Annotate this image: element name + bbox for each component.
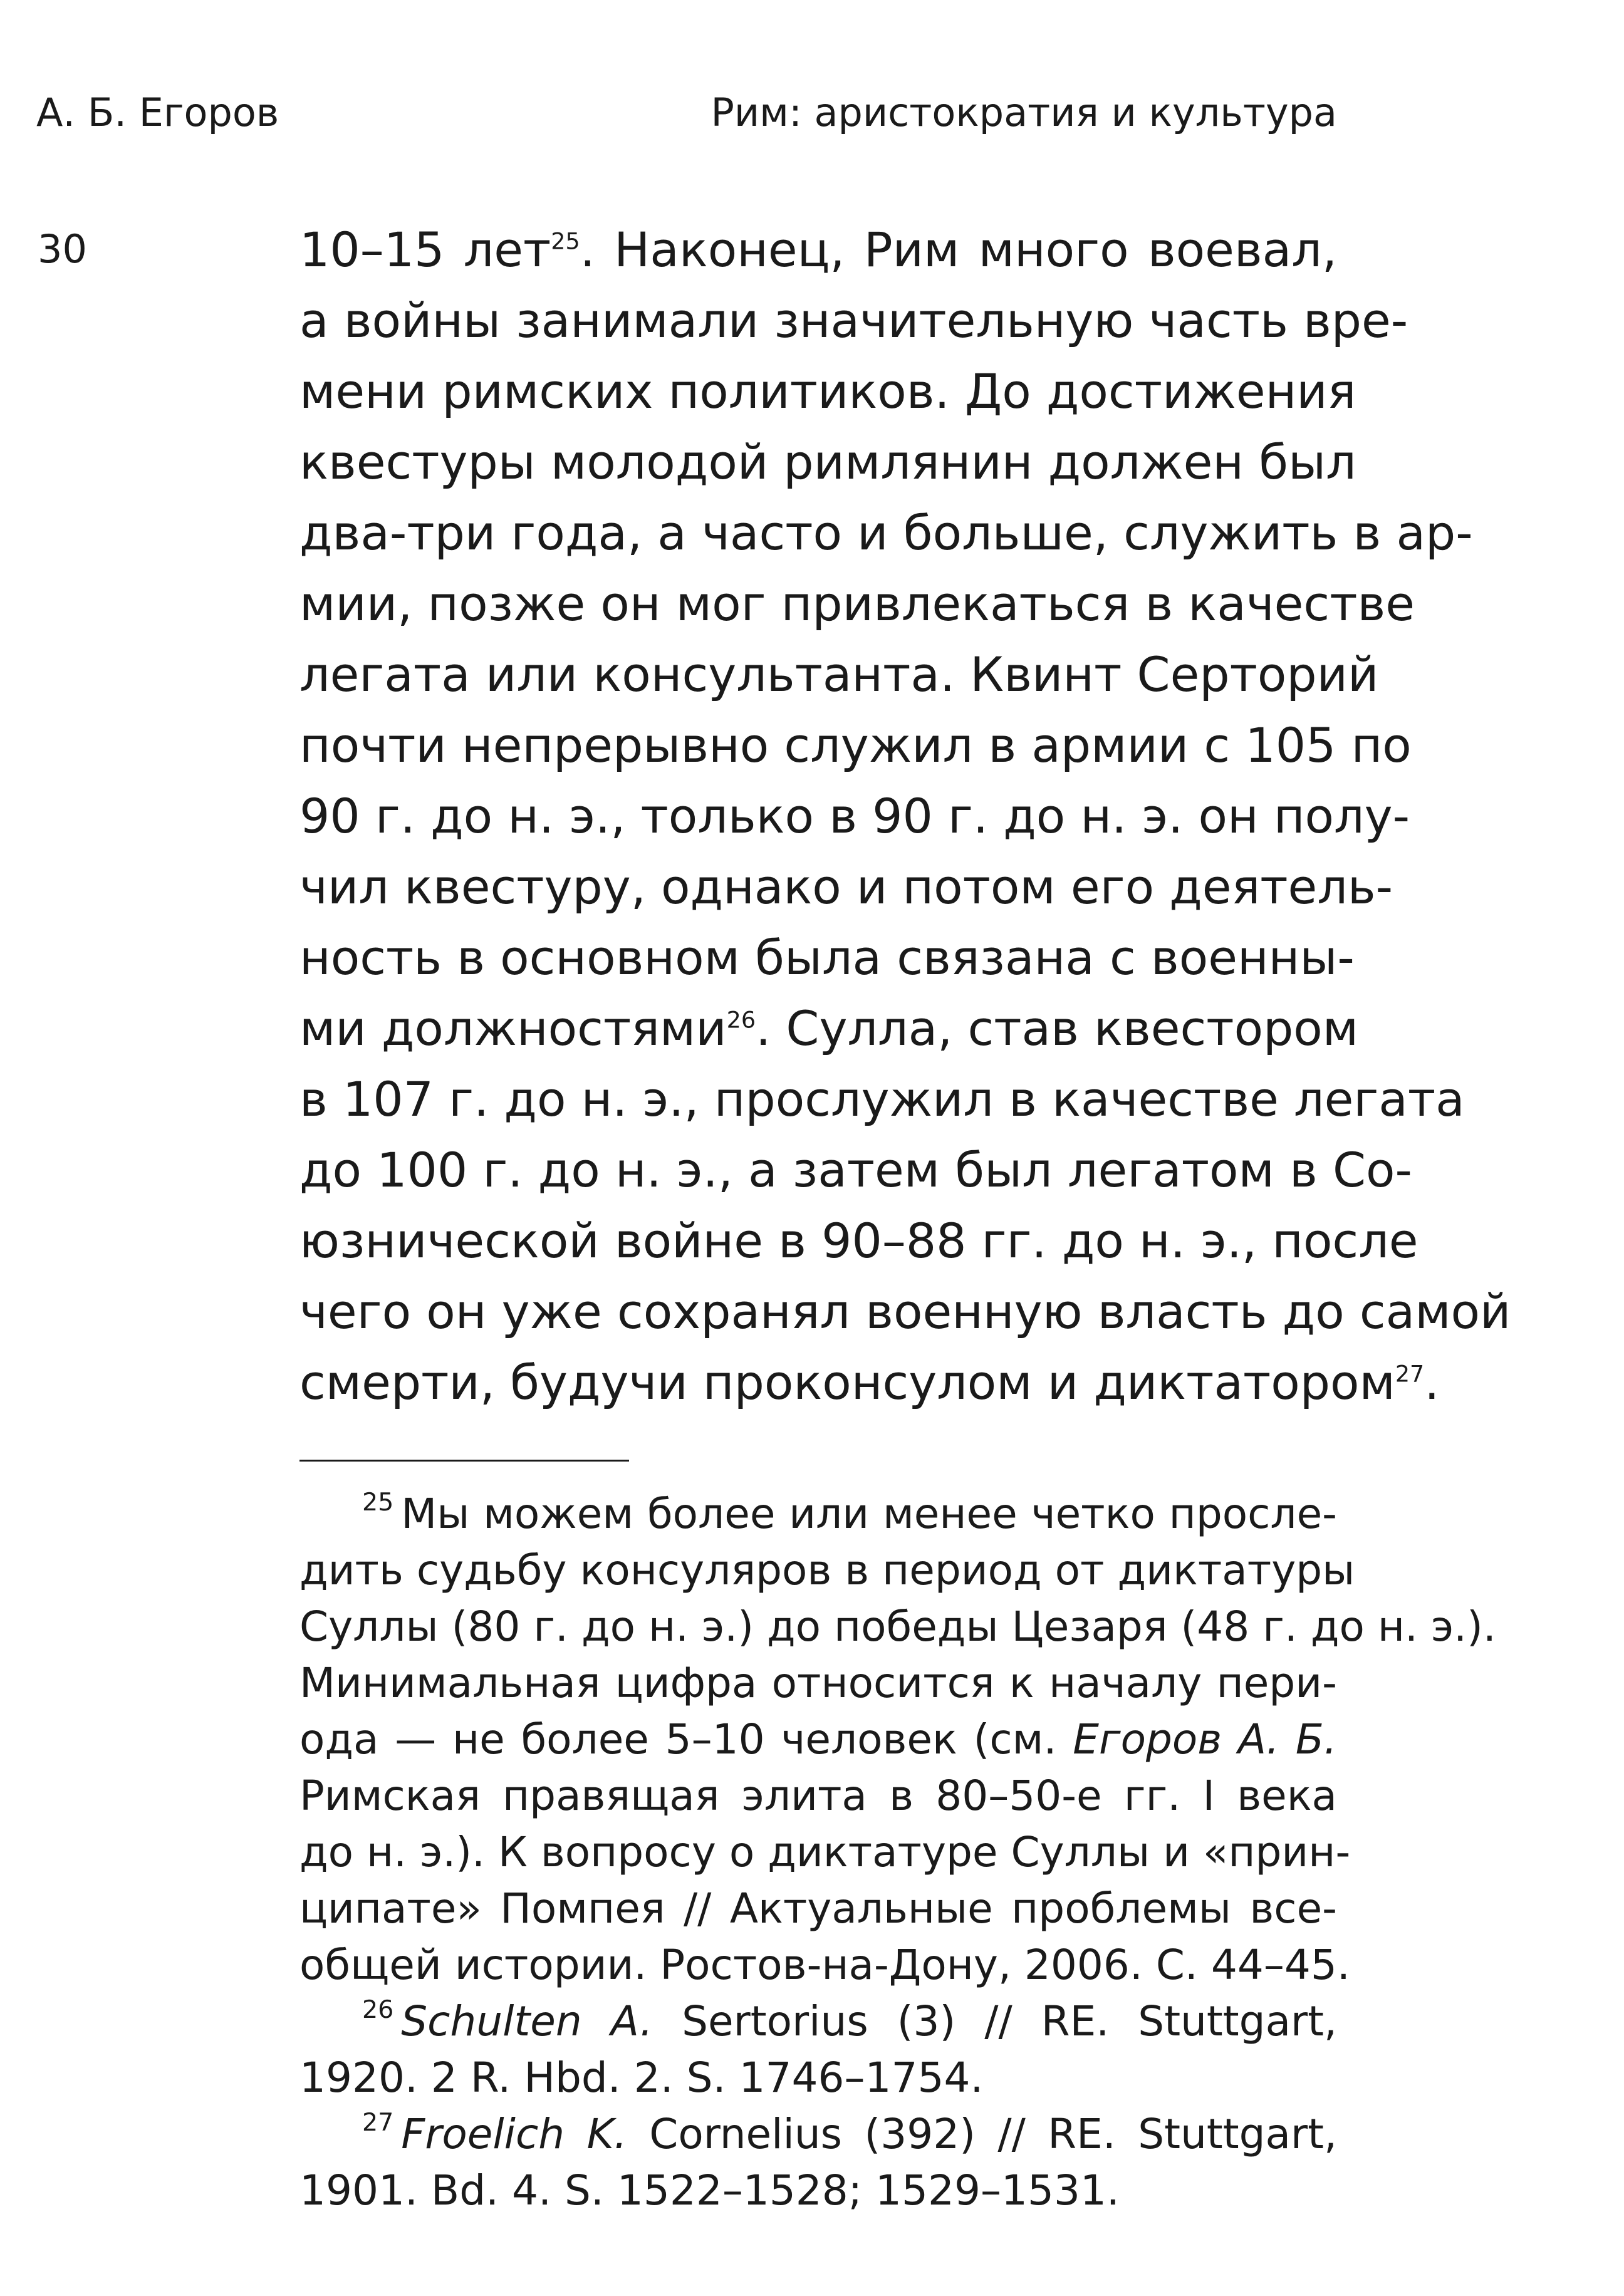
body-line: ми должностями$^{26}$. Сулла, став квестором [299,1000,1359,1056]
footnote-separator [299,1460,629,1462]
body-line: два-три года, а часто и больше, служить в ар- [299,505,1473,561]
footnote-line: общей истории. Ростов-на-Дону, 2006. С. 44–45. [299,1941,1350,1989]
body-line: 90 г. до н. э., только в 90 г. до н. э. он полу- [299,788,1410,844]
running-head-title: Рим: аристократия и культура [710,90,1337,135]
page-number: 30 [38,226,87,272]
footnote-line: 1920. 2 R. Hbd. 2. S. 1746–1754. [299,2054,984,2102]
running-head-author: А. Б. Егоров [36,90,279,135]
footnote-number: 25 [362,1488,394,1517]
body-line: чил квестуру, однако и потом его деятель- [299,859,1393,915]
body-line: юзнической войне в 90–88 гг. до н. э., после [299,1213,1418,1269]
footnote-number: 26 [362,1995,394,2025]
footnote-26: $^{26}$ Schulten A. Sertorius (3) // RE. Stuttgart, [362,1995,1338,2045]
body-line: мии, позже он мог привлекаться в качестве [299,576,1415,631]
footnote-line: 1901. Bd. 4. S. 1522–1528; 1529–1531. [299,2166,1120,2215]
footnote-line: Минимальная цифра относится к началу пери- [299,1659,1337,1707]
footnote-line: до н. э.). К вопросу о диктатуре Суллы и «прин- [299,1828,1351,1876]
footnote-27: $^{27}$ Froelich K. Cornelius (392) // RE. Stuttgart, [362,2108,1337,2158]
body-line: до 100 г. до н. э., а затем был легатом в Со- [299,1142,1412,1198]
footnote-25: $^{25}$ Мы можем более или менее четко просле- [362,1488,1337,1538]
footnote-line: Суллы (80 г. до н. э.) до победы Цезаря (48 г. до н. э.). [299,1603,1496,1651]
footnote-ref-27: 27 [1395,1360,1425,1388]
footnote-line: ода — не более 5–10 человек (см. Егоров А. Б. [299,1715,1338,1764]
body-line: мени римских политиков. До достижения [299,363,1356,419]
body-line: в 107 г. до н. э., прослужил в качестве легата [299,1071,1465,1127]
body-line: легата или консультанта. Квинт Серторий [299,647,1379,702]
footnote-ref-26: 26 [726,1006,756,1034]
body-line: смерти, будучи проконсулом и диктатором$^{27}$. [299,1354,1440,1410]
body-line: а войны занимали значительную часть вре- [299,293,1408,348]
footnote-line: ципате» Помпея // Актуальные проблемы все- [299,1884,1337,1933]
body-line: почти непрерывно служил в армии с 105 по [299,717,1412,773]
footnote-line: Римская правящая элита в 80–50-е гг. I века [299,1772,1337,1820]
body-line: ность в основном была связана с военны- [299,930,1355,985]
body-line: 10–15 лет$^{25}$. Наконец, Рим много воевал, [299,222,1337,278]
footnote-number: 27 [362,2108,394,2138]
footnote-line: дить судьбу консуляров в период от диктатуры [299,1546,1355,1594]
body-line: чего он уже сохранял военную власть до самой [299,1284,1511,1339]
body-line: квестуры молодой римлянин должен был [299,434,1356,490]
footnote-ref-25: 25 [551,227,580,255]
